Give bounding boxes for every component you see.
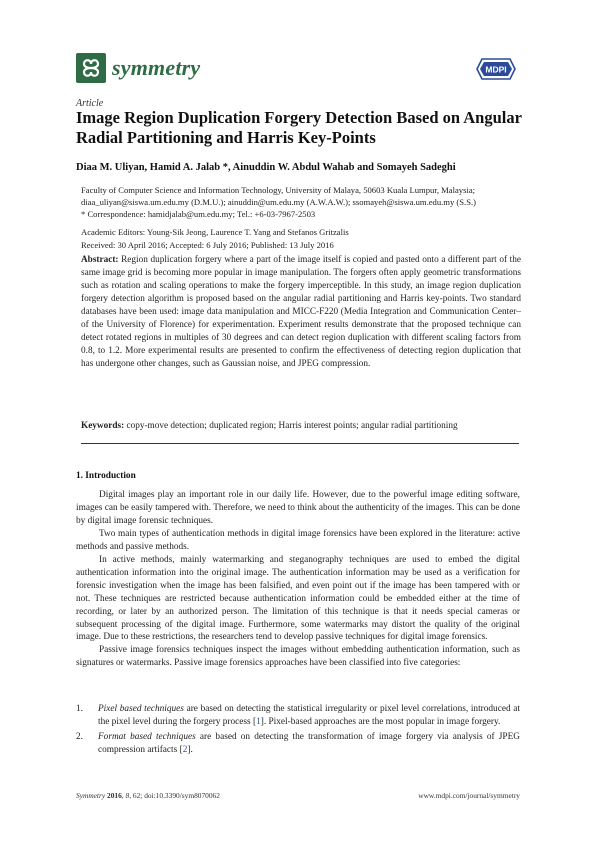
footer-year: 2016 — [107, 791, 122, 800]
citation-link[interactable]: 2 — [182, 744, 188, 755]
introduction-body — [76, 489, 520, 670]
paragraph: Passive image forensics techniques inspect the images without embedding authentication information, such as signatures or watermarks. Passive image forensics approaches have been classified into five categories: — [76, 645, 520, 669]
keywords-text: copy-move detection; duplicated region; Harris interest points; angular radial partitioning — [126, 421, 458, 431]
footer-journal: Symmetry — [76, 791, 106, 800]
abstract-text: Region duplication forgery where a part of the image itself is copied and pasted onto a different part of the same image grid is becoming more popular in image manipulation. The forgers often apply geometric transformations such as rotation and scaling operations to make the forgery imperceptible. In this study, an image region duplication forgery detection algorithm is proposed based on the angular radial partitioning and Harris key-points. Two standard databases have been used: image data manipulation and MICC-F220 (Media Integration and Communication Center– of the University of Florence) for experimentation. Experiment results demonstrate that the proposed technique can detect rotated regions in multiples of 30 degrees and can detect region duplication with different scaling factors from 0.8, to 1.2. More experimental results are presented to confirm the effectiveness of detecting region duplication that has undergone other changes, such as Gaussian noise, and JPEG compression. — [81, 255, 521, 369]
footer-volume: 8 — [125, 791, 130, 800]
list-item — [76, 731, 520, 757]
paragraph: Digital images play an important role in our daily life. However, due to the powerful image editing software, images can be easily tampered with. Therefore, we need to think about the authenticity of the images. This can be done by digital image forensic techniques. — [76, 490, 520, 526]
symmetry-logo-icon — [76, 53, 106, 83]
divider — [81, 443, 519, 444]
paragraph: Two main types of authentication methods in digital image forensics have been explored in the literature: active methods and passive methods. — [76, 528, 520, 552]
editorial-info — [81, 226, 521, 252]
list-number: 2. — [76, 731, 83, 742]
footer-doi: doi:10.3390/sym8070062 — [144, 791, 220, 800]
mdpi-logo-icon — [476, 58, 516, 80]
list-text: ]. — [187, 744, 193, 755]
affiliation-emails: diaa_uliyan@siswa.um.edu.my (D.M.U.); ainuddin@um.edu.my (A.W.A.W.); ssomayeh@siswa.um.edu.my (S.S.) — [81, 197, 476, 207]
article-type: Article — [76, 98, 104, 109]
affiliation-block — [81, 184, 521, 220]
list-term: Format based techniques — [98, 731, 196, 742]
list-text: ]. Pixel-based approaches are the most popular in image forgery. — [260, 716, 501, 727]
section-heading: 1. Introduction — [76, 471, 136, 481]
list-number: 1. — [76, 704, 83, 714]
keywords — [81, 420, 521, 433]
category-list — [76, 703, 520, 759]
list-text: are based on detecting the transformation of image forgery via analysis of JPEG compression artifacts [ — [98, 731, 520, 755]
academic-editors: Academic Editors: Young-Sik Jeong, Laurence T. Yang and Stefanos Gritzalis — [81, 227, 349, 237]
paper-title: Image Region Duplication Forgery Detection Based on Angular Radial Partitioning and Harris Key-Points — [76, 108, 522, 147]
paragraph: In active methods, mainly watermarking and steganography techniques are used to embed the digital authentication information into the original image. The authentication information may be used as a verification for forensic investigation when the image has been falsified, and even point out if the image has been tampered with or not. These techniques are restricted because authentication information could be embedded either at the time of recording, or later by an authorized person. The limitation of this technique is that it needs special cameras or subsequent processing of the digital image. Furthermore, some watermarks may distort the quality of the original image. Due to these restrictions, the researchers tend to develop passive techniques for digital image forensics. — [76, 554, 520, 643]
publication-dates: Received: 30 April 2016; Accepted: 6 July 2016; Published: 13 July 2016 — [81, 240, 334, 250]
footer-url[interactable]: www.mdpi.com/journal/symmetry — [418, 791, 520, 800]
affiliation-line: Faculty of Computer Science and Information Technology, University of Malaya, 50603 Kuala Lumpur, Malaysia; — [81, 185, 476, 195]
footer-citation: Symmetry 2016, 8, 62; doi:10.3390/sym8070062 — [76, 791, 220, 800]
list-text: are based on detecting the statistical irregularity or pixel level correlations, introduced at the pixel level during the forgery process [ — [98, 704, 520, 727]
correspondence: * Correspondence: hamidjalab@um.edu.my; Tel.: +6-03-7967-2503 — [81, 209, 316, 219]
mdpi-logo-text: MDPI — [485, 64, 507, 75]
abstract-label: Abstract: — [81, 255, 119, 265]
abstract — [81, 254, 521, 371]
citation-link[interactable]: 1 — [256, 716, 261, 727]
author-list: Diaa M. Uliyan, Hamid A. Jalab *, Ainuddin W. Abdul Wahab and Somayeh Sadeghi — [76, 162, 456, 173]
footer-article: 62 — [132, 791, 141, 800]
list-item — [76, 703, 520, 729]
keywords-label: Keywords: — [81, 421, 125, 431]
list-term: Pixel based techniques — [98, 704, 184, 714]
journal-name: symmetry — [112, 55, 201, 80]
